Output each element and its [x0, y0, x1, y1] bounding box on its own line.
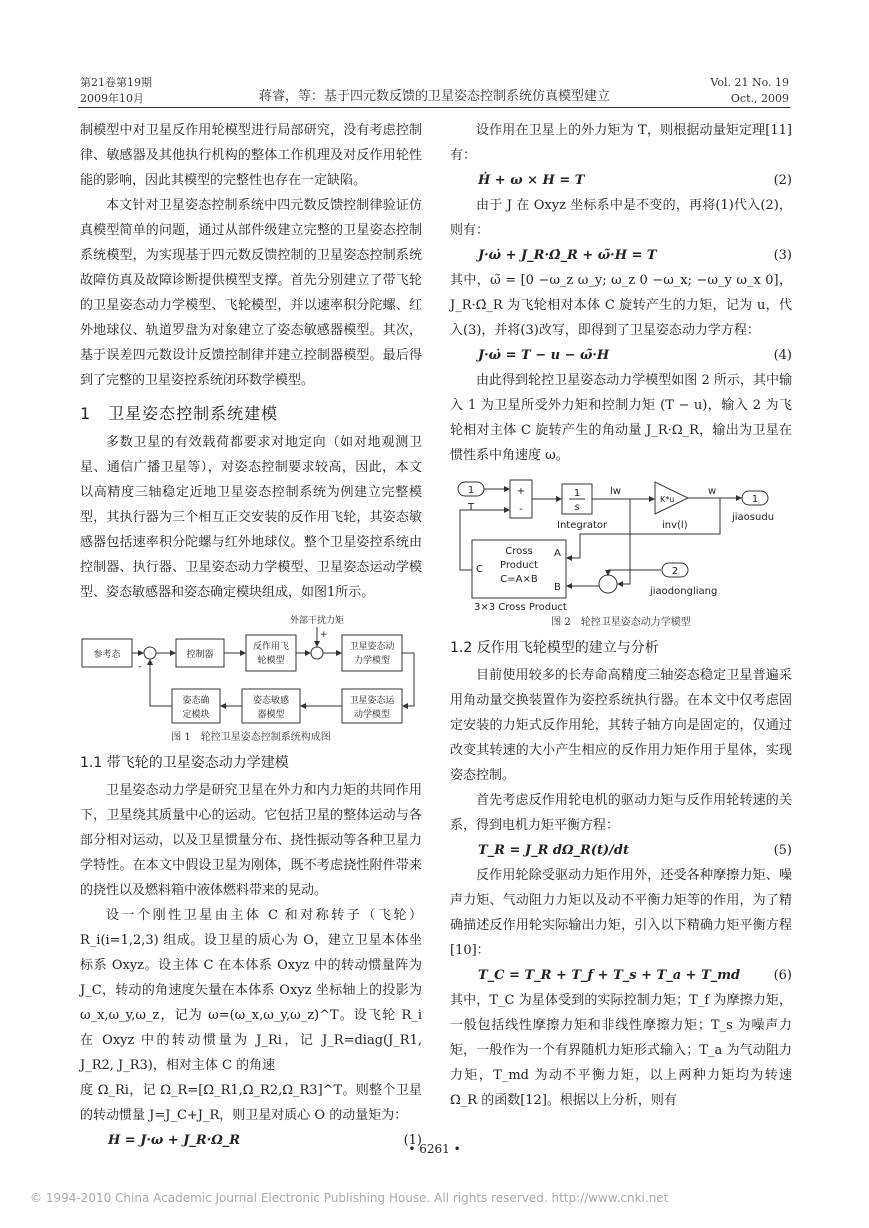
input-2-label: jiaodongliang [650, 586, 718, 597]
cross-label-2: Product [500, 560, 538, 571]
equation-number: (5) [773, 843, 792, 858]
paragraph: 多数卫星的有效载荷都要求对地定向（如对地观测卫星、通信广播卫星等），对姿态控制要求较高，因此，本文以高精度三轴稳定近地卫星姿态控制系统为例建立完整模型，其执行器为三个相互正交安装的反作用飞轮，其姿态敏感器包括速率积分陀螺与红外地球仪。整个卫星姿控系统由控制器、执行器、卫星姿态动力学模型、卫星姿态运动学模型、姿态敏感器和姿态确定模块组成，如图1所示。 [80, 435, 422, 600]
section-heading: 1 卫星姿态控制系统建模 [80, 404, 279, 423]
integrator-label: Integrator [557, 520, 608, 531]
equation-body: J·ω̇ + J_R·Ω̇_R + ω̃·H = T [478, 248, 657, 263]
paragraph: 目前使用较多的长寿命高精度三轴姿态稳定卫星普遍采用角动量交换装置作为姿控系统执行器。在本文中仅考虑固定安装的力矩式反作用轮，其转子轴方向是固定的，仅通过改变其转速的大小产生相应的反作用力矩作用于星体，实现姿态控制。 [450, 668, 792, 783]
equation-body: H = J·ω + J_R·Ω_R [108, 1133, 241, 1148]
cross-label-3: C=A×B [500, 574, 538, 585]
determination-label-2: 定模块 [182, 710, 210, 720]
paragraph: 其中，T_C 为星体受到的实际控制力矩；T_f 为摩擦力矩，一般包括线性摩擦力矩和非线性摩擦力矩；T_s 为噪声力矩，一般作为一个有界随机力矩形式输入；T_a 为气动阻力力矩，T_md 为动不平衡力矩，以上两种力矩均为转速 Ω_R 的函数[12]。根据以上分析，则有 [450, 993, 792, 1108]
equation-number: (3) [773, 248, 792, 263]
output-label: jiaosudu [732, 512, 775, 523]
equation-4 [450, 343, 792, 368]
sum-plus: + [516, 486, 526, 497]
left-column [80, 118, 422, 1153]
sum-node-2 [311, 647, 323, 659]
dynamics-label-2: 力学模型 [353, 656, 391, 666]
header-rule [78, 107, 790, 108]
wheel-label-1: 反作用飞 [252, 642, 290, 652]
port-c: C [476, 564, 483, 575]
dynamics-label-1: 卫星姿态动 [349, 642, 395, 652]
input-2-number: 2 [671, 566, 679, 577]
sum-circle [599, 575, 617, 593]
controller-label: 控制器 [186, 650, 214, 660]
paragraph: 设作用在卫星上的外力矩为 T，则根据动量矩定理[11]有： [450, 123, 792, 163]
w-label: w [708, 486, 717, 497]
input-1-label: T [467, 502, 475, 513]
journal-issue: 第21卷第19期 [80, 76, 152, 89]
page-number: • 6261 • [408, 1142, 461, 1156]
block-diagram [80, 611, 422, 729]
port-a: A [554, 548, 561, 559]
equation-5 [450, 838, 792, 863]
kinematics-label-2: 动学模型 [353, 710, 391, 720]
equation-number: (1) [403, 1133, 422, 1148]
figure-1-caption: 图 1 轮控卫星姿态控制系统构成图 [171, 732, 331, 743]
output-number: 1 [751, 494, 759, 505]
kinematics-label-1: 卫星姿态运 [349, 696, 395, 706]
figure-1 [80, 611, 422, 729]
copyright-footer: © 1994-2010 China Academic Journal Electronic Publishing House. All rights reserved. http://www.cnki.net [30, 1191, 669, 1205]
paragraph: 由此得到轮控卫星姿态动力学模型如图 2 所示，其中输入 1 为卫星所受外力矩和控制力矩 (T − u)，输入 2 为飞轮相对主体 C 旋转产生的角动量 J_R·Ω_R，输出为卫星在惯性系中角速度 ω。 [450, 373, 792, 463]
paragraph: 本文针对卫星姿态控制系统中四元数反馈控制律验证仿真模型简单的问题，通过从部件级建立完整的卫星姿态控制系统模型，为实现基于四元数反馈控制的卫星姿态控制系统故障仿真及故障诊断提供模型支撑。首先分别建立了带飞轮的卫星姿态动力学模型、飞轮模型，并以速率积分陀螺、红外地球仪、轨道罗盘为对象建立了姿态敏感器模型。其次，基于误差四元数设计反馈控制律并建立控制器模型。最后得到了完整的卫星姿控系统闭环数学模型。 [80, 198, 422, 388]
wheel-label-2: 轮模型 [257, 656, 285, 666]
disturbance-label: 外部干扰力矩 [290, 616, 345, 626]
subsection-heading: 1.2 反作用飞轮模型的建立与分析 [450, 640, 659, 656]
paragraph: 反作用轮除受驱动力矩作用外，还受各种摩擦力矩、噪声力矩、气动阻力力矩以及动不平衡力矩等的作用，为了精确描述反作用轮实际输出力矩，引入以下精确力矩平衡方程[10]： [450, 868, 792, 958]
determination-label-1: 姿态确 [182, 696, 210, 706]
integrator-numerator: 1 [573, 488, 581, 499]
port-b: B [554, 582, 561, 593]
journal-date: 2009年10月 [80, 92, 144, 105]
sum-minus: - [519, 504, 523, 515]
right-column [450, 118, 792, 1113]
equation-number: (4) [773, 348, 792, 363]
running-title: 蒋睿，等：基于四元数反馈的卫星姿态控制系统仿真模型建立 [258, 89, 610, 104]
paragraph: 首先考虑反作用轮电机的驱动力矩与反作用轮转速的关系，得到电机力矩平衡方程： [450, 793, 792, 833]
paragraph: 其中，ω̃ = [0 −ω_z ω_y; ω_z 0 −ω_x; −ω_y ω_x 0]，J_R·Ω̇_R 为飞轮相对本体 C 旋转产生的力矩，记为 u，代入(3)，并将(3)改写，即得到了卫星姿态动力学方程： [450, 273, 792, 338]
figure-2 [450, 474, 792, 614]
minus-sign: - [138, 662, 142, 672]
equation-number: (2) [773, 173, 792, 188]
paragraph: 设一个刚性卫星由主体 C 和对称转子（飞轮）R_i(i=1,2,3) 组成。设卫星的质心为 O，建立卫星本体坐标系 Oxyz。设主体 C 在本体系 Oxyz 中的转动惯量阵为 J_C，转动的角速度矢量在本体系 Oxyz 坐标轴上的投影为 ω_x,ω_y,ω_z，记为 ω=(ω_x,ω_y,ω_z)^T。设飞轮 R_i 在 Oxyz 中的转动惯量为 J_Ri，记 J_R=diag(J_R1, J_R2, J_R3)，相对主体 C 的角速 [80, 908, 422, 1073]
sum-node-1 [144, 647, 156, 659]
integrator-denominator: s [574, 502, 580, 513]
invl-label: inv(l) [662, 520, 688, 531]
equation-6 [450, 963, 792, 988]
paragraph: 度 Ω_Ri，记 Ω_R=[Ω_R1,Ω_R2,Ω_R3]^T。则整个卫星的转动惯量 J=J_C+J_R，则卫星对质心 O 的动量矩为： [80, 1083, 422, 1123]
equation-number: (6) [773, 968, 792, 983]
journal-month: Oct., 2009 [730, 92, 789, 105]
simulink-diagram [450, 474, 792, 614]
cross-product-caption: 3×3 Cross Product [474, 602, 567, 613]
equation-3 [450, 243, 792, 268]
equation-body: T_C = T_R + T_f + T_s + T_a + T_md [478, 968, 741, 983]
paragraph: 卫星姿态动力学是研究卫星在外力和内力矩的共同作用下，卫星绕其质量中心的运动。它包括卫星的整体运动与各部分相对运动，以及卫星惯量分布、挠性振动等各种卫星力学特性。在本文中假设卫星为刚体，既不考虑挠性附件带来的挠性以及燃料箱中液体燃料带来的晃动。 [80, 783, 422, 898]
sensor-label-1: 姿态敏感 [252, 696, 290, 706]
input-1-number: 1 [467, 485, 475, 496]
equation-body: T_R = J_R dΩ_R(t)/dt [478, 843, 630, 858]
equation-body: Ḣ + ω × H = T [478, 173, 585, 188]
ref-label: 参考态 [93, 650, 121, 660]
journal-volume: Vol. 21 No. 19 [710, 76, 789, 89]
gain-label: K*u [660, 495, 675, 504]
plus-sign: + [320, 630, 328, 640]
paragraph: 制模型中对卫星反作用轮模型进行局部研究，没有考虑控制律、敏感器及其他执行机构的整体工作机理及对反作用轮性能的影响，因此其模型的完整性也存在一定缺陷。 [80, 123, 422, 188]
sensor-label-2: 器模型 [257, 710, 285, 720]
cross-label-1: Cross [505, 546, 533, 557]
figure-2-caption: 图 2 轮控卫星姿态动力学模型 [551, 617, 691, 628]
lw-label: lw [610, 486, 621, 497]
paragraph: 由于 J 在 Oxyz 坐标系中是不变的，再将(1)代入(2)，则有： [450, 198, 792, 238]
equation-2 [450, 168, 792, 193]
equation-body: J·ω̇ = T − u − ω̃·H [478, 348, 610, 363]
subsection-heading: 1.1 带飞轮的卫星姿态动力学建模 [80, 755, 289, 771]
